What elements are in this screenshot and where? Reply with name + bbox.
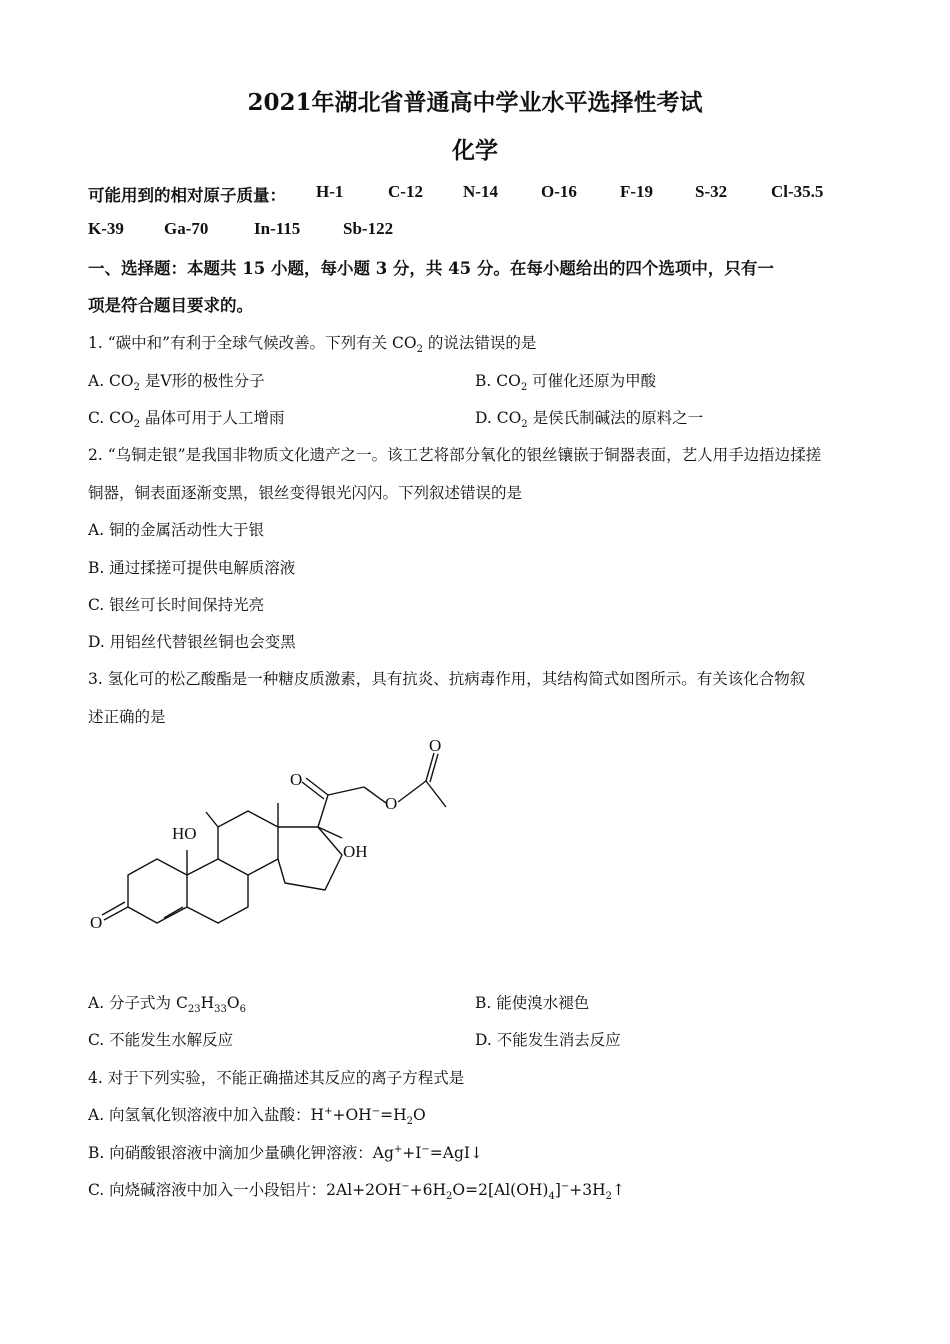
q1-option-a: A. $CO_2$ 是Ⅴ形的极性分子 bbox=[88, 372, 265, 394]
q3-stem-line2: 述正确的是 bbox=[88, 708, 166, 726]
q1-option-c: C. $CO_2$ 晶体可用于人工增雨 bbox=[88, 409, 285, 431]
carbonyl-o-label: O bbox=[290, 770, 303, 789]
ketone-o-label: O bbox=[90, 913, 103, 932]
atomic-mass-item: N-14 bbox=[463, 182, 498, 201]
q4-option-b: B. 向硝酸银溶液中滴加少量碘化钾溶液：Ag++I−=AgI↓ bbox=[88, 1143, 483, 1162]
q2-stem-line1: 2. “乌铜走银”是我国非物质文化遗产之一。该工艺将部分氧化的银丝镶嵌于铜器表面，艺人用手边捂边揉搓 bbox=[88, 446, 822, 464]
atomic-mass-item: Sb-122 bbox=[343, 219, 394, 238]
q3-stem-line1: 3. 氢化可的松乙酸酯是一种糖皮质激素，具有抗炎、抗病毒作用，其结构简式如图所示。有关该化合物叙 bbox=[88, 670, 806, 688]
q4-stem: 4. 对于下列实验，不能正确描述其反应的离子方程式是 bbox=[88, 1069, 465, 1087]
q4-option-c: C. 向烧碱溶液中加入一小段铝片：$2Al+2OH^-+6H_2O=2[Al(OH)_4]^-+3H_2↑$ bbox=[88, 1180, 626, 1203]
ester-o-label: O bbox=[385, 794, 398, 813]
oh-label: OH bbox=[343, 842, 368, 861]
q3-option-b: B. 能使溴水褪色 bbox=[475, 994, 590, 1012]
q2-stem-line2: 铜器，铜表面逐渐变黑，银丝变得银光闪闪。下列叙述错误的是 bbox=[88, 484, 523, 502]
q2-option-d: D. 用铝丝代替银丝铜也会变黑 bbox=[88, 633, 296, 651]
q1-option-b: B. $CO_2$ 可催化还原为甲酸 bbox=[475, 372, 657, 394]
subject-title: 化学 bbox=[452, 137, 498, 164]
q3-option-c: C. 不能发生水解反应 bbox=[88, 1031, 234, 1049]
q2-option-a: A. 铜的金属活动性大于银 bbox=[88, 521, 265, 539]
q2-option-b: B. 通过揉搓可提供电解质溶液 bbox=[88, 559, 296, 577]
ho-label: HO bbox=[172, 824, 197, 843]
atomic-mass-item: Ga-70 bbox=[164, 219, 209, 238]
atomic-mass-item: O-16 bbox=[541, 182, 577, 201]
atomic-mass-item: S-32 bbox=[695, 182, 728, 201]
atomic-mass-item: Cl-35.5 bbox=[771, 182, 824, 201]
exam-title: 2021年湖北省普通高中学业水平选择性考试 bbox=[247, 89, 703, 116]
section-heading-line2: 项是符合题目要求的。 bbox=[88, 296, 253, 315]
section-heading-line1: 一、选择题：本题共 15 小题，每小题 3 分，共 45 分。在每小题给出的四个选项中，只有一 bbox=[88, 259, 774, 278]
q3-option-a: A. 分子式为 $C_{23}H_{33}O_6$ bbox=[88, 994, 246, 1016]
atomic-mass-item: F-19 bbox=[620, 182, 654, 201]
q1-option-d: D. $CO_2$ 是侯氏制碱法的原料之一 bbox=[475, 409, 704, 431]
acetyl-o-label: O bbox=[429, 736, 442, 755]
q2-option-c: C. 银丝可长时间保持光亮 bbox=[88, 596, 265, 614]
atomic-mass-item: K-39 bbox=[88, 219, 124, 238]
atomic-mass-item: H-1 bbox=[316, 182, 344, 201]
atomic-mass-item: In-115 bbox=[254, 219, 301, 238]
atomic-mass-item: C-12 bbox=[388, 182, 423, 201]
q1-stem: 1. “碳中和”有利于全球气候改善。下列有关 $CO_2$ 的说法错误的是 bbox=[88, 334, 537, 356]
q4-option-a: A. 向氢氧化钡溶液中加入盐酸：$H^++OH^-=H_2O$ bbox=[88, 1105, 426, 1128]
atomic-mass-label: 可能用到的相对原子质量： bbox=[88, 186, 286, 205]
q3-option-d: D. 不能发生消去反应 bbox=[475, 1031, 621, 1049]
structure-diagram bbox=[80, 735, 500, 985]
